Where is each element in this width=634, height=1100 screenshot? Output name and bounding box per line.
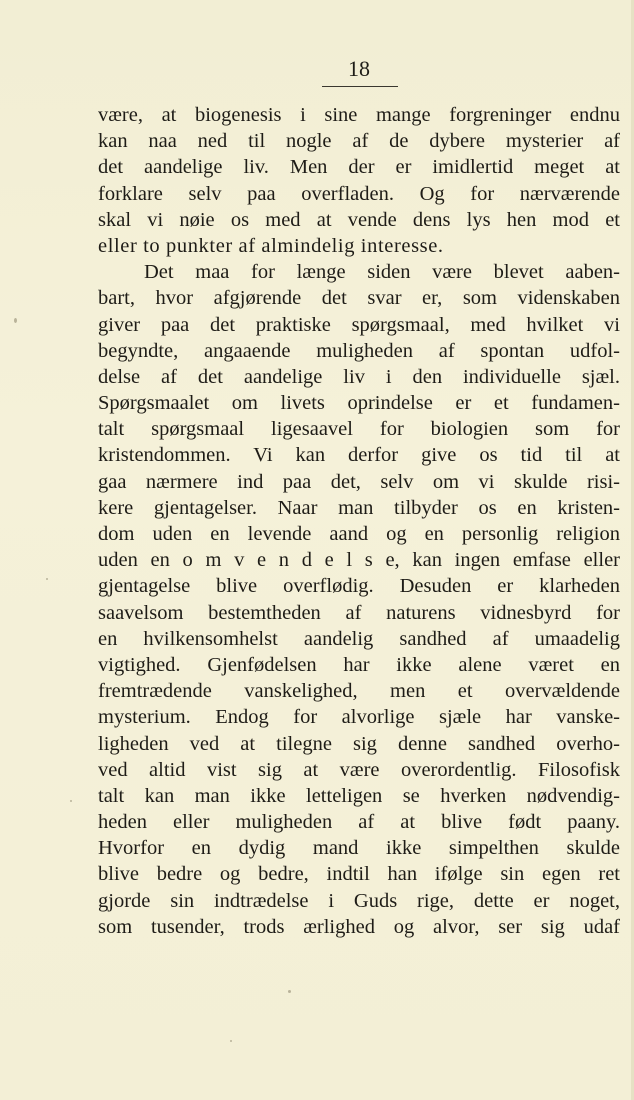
text-line: talt spørgsmaal ligesaavel for biologien som for [98,418,620,441]
text-line: en hvilkensomhelst aandelig sandhed af umaadelig [98,627,620,650]
text-line: uden en o m v e n d e l s e, kan ingen emfase eller [98,549,620,572]
paper-speck [14,318,17,323]
text-line: mysterium. Endog for alvorlige sjæle har vanske- [98,706,620,729]
text-line: blive bedre og bedre, indtil han ifølge sin egen ret [98,863,620,886]
paper-speck [230,1040,232,1042]
text-line: Hvorfor en dydig mand ikke simpelthen skulde [98,837,620,860]
text-line: dom uden en levende aand og en personlig religion [98,523,620,545]
text-line: skal vi nøie os med at vende dens lys hen mod et [98,208,620,231]
text-line: vigtighed. Gjenfødelsen har ikke alene været en [98,653,620,676]
text-line: Det maa for længe siden være blevet aaben- [144,261,620,284]
text-line: heden eller muligheden af at blive født paany. [98,811,620,834]
text-line: kan naa ned til nogle af de dybere mysterier af [98,130,620,153]
text-line: bart, hvor afgjørende det svar er, som videnskaben [98,287,620,310]
paper-speck [46,578,48,580]
text-line: begyndte, angaaende muligheden af spontan udfol- [98,339,620,362]
text-line: som tusender, trods ærlighed og alvor, ser sig udaf [98,915,620,938]
text-line: saavelsom bestemtheden af naturens vidnesbyrd for [98,601,620,624]
text-line: kristendommen. Vi kan derfor give os tid til at [98,444,620,467]
text-line: talt kan man ikke letteligen se hverken nødvendig- [98,784,620,807]
paper-speck [288,990,291,993]
text-line: eller to punkter af almindelig interesse. [98,234,444,257]
text-line: gjentagelse blive overflødig. Desuden er klarheden [98,575,620,598]
text-line: ligheden ved at tilegne sig denne sandhed overho- [98,732,620,755]
text-line: gjorde sin indtrædelse i Guds rige, dette er noget, [98,889,620,912]
text-line: forklare selv paa overfladen. Og for nærværende [98,182,620,205]
text-line: være, at biogenesis i sine mange forgreninger endnu [98,104,620,126]
text-line: gaa nærmere ind paa det, selv om vi skulde risi- [98,470,620,493]
text-line: Spørgsmaalet om livets oprindelse er et fundamen- [98,392,620,415]
body-text [98,102,620,940]
page-number-rule [322,86,398,87]
text-line: kere gjentagelser. Naar man tilbyder os en kristen- [98,496,620,519]
text-line: ved altid vist sig at være overordentlig. Filosofisk [98,758,620,781]
text-line: fremtrædende vanskelighed, men et overvældende [98,680,620,703]
text-line: delse af det aandelige liv i den individuelle sjæl. [98,365,620,388]
paper-speck [70,800,72,802]
page-number: 18 [348,56,370,81]
text-line: giver paa det praktiske spørgsmaal, med hvilket vi [98,313,620,336]
text-line: det aandelige liv. Men der er imidlertid meget at [98,156,620,179]
